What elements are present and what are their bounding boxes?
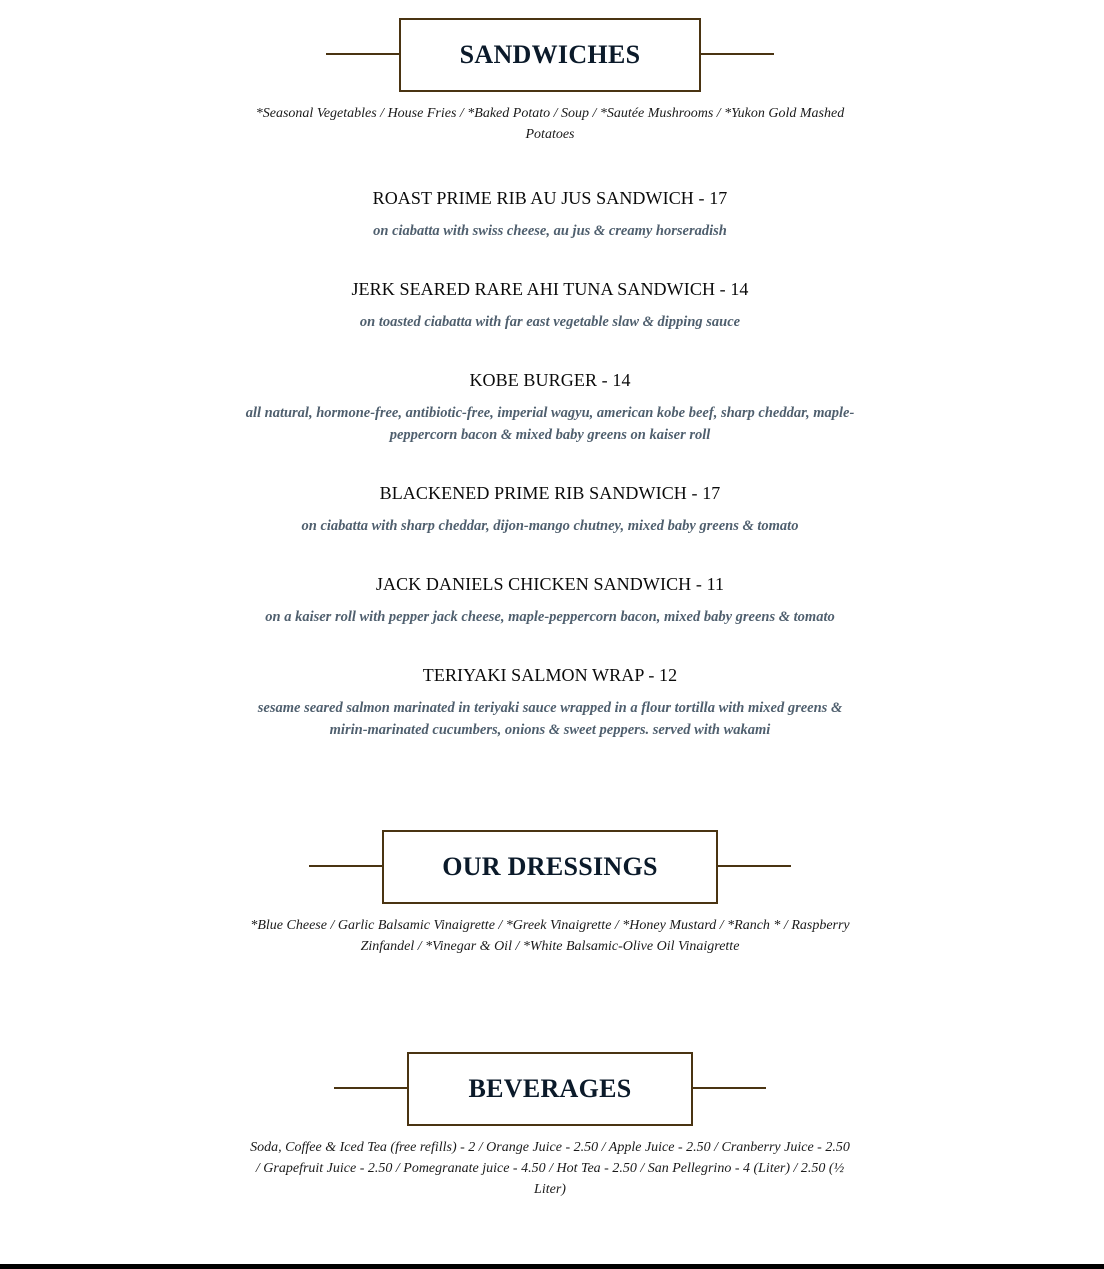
item-description: on ciabatta with sharp cheddar, dijon-mango chutney, mixed baby greens & tomato (301, 518, 799, 534)
section-title: BEVERAGES (407, 1052, 693, 1126)
item-description: on a kaiser roll with pepper jack cheese, maple-peppercorn bacon, mixed baby greens & tomato (265, 609, 835, 625)
menu-item (240, 664, 860, 741)
menu-item (240, 573, 860, 628)
beverages-list: Soda, Coffee & Iced Tea (free refills) - 2 / Orange Juice - 2.50 / Apple Juice - 2.50 / Cranberry Juice - 2.50 / Grapefruit Juice - 2.50 / Pomegranate juice - 4.50 / Hot Tea - 2.50 / San Pellegrino - 4 (Liter) / 2.50 (½ Liter) (250, 1140, 850, 1197)
item-name: BLACKENED PRIME RIB SANDWICH - 17 (379, 483, 721, 503)
bottom-bar (0, 1264, 1104, 1269)
dressings-list: *Blue Cheese / Garlic Balsamic Vinaigrette / *Greek Vinaigrette / *Honey Mustard / *Ranch * / Raspberry Zinfandel / *Vinegar & Oil / *White Balsamic-Olive Oil Vinaigrette (250, 918, 850, 954)
item-description: on toasted ciabatta with far east vegetable slaw & dipping sauce (359, 314, 741, 330)
item-description: on ciabatta with swiss cheese, au jus & creamy horseradish (373, 223, 727, 239)
menu-item (240, 187, 860, 242)
menu-item (240, 278, 860, 333)
header-rule-left (334, 1087, 408, 1089)
sandwich-sides: *Seasonal Vegetables / House Fries / *Baked Potato / Soup / *Sautée Mushrooms / *Yukon Gold Mashed Potatoes (255, 106, 845, 142)
item-description: sesame seared salmon marinated in teriyaki sauce wrapped in a flour tortilla with mixed greens & mirin-marinated cucumbers, onions & sweet peppers. served with wakami (257, 700, 843, 738)
header-rule-left (326, 53, 400, 55)
header-rule-left (309, 865, 383, 867)
menu-item (240, 482, 860, 537)
item-name: TERIYAKI SALMON WRAP - 12 (422, 665, 678, 685)
header-rule-right (692, 1087, 766, 1089)
section-title: OUR DRESSINGS (382, 830, 718, 904)
item-description: all natural, hormone-free, antibiotic-free, imperial wagyu, american kobe beef, sharp cheddar, maple-peppercorn bacon & mixed baby greens on kaiser roll (245, 405, 855, 443)
header-rule-right (717, 865, 791, 867)
item-name: KOBE BURGER - 14 (469, 370, 631, 390)
beverages-header (0, 1052, 1104, 1126)
dressings-header (0, 830, 1104, 904)
header-rule-right (700, 53, 774, 55)
item-name: JERK SEARED RARE AHI TUNA SANDWICH - 14 (351, 279, 749, 299)
sandwiches-header (0, 18, 1104, 92)
item-name: JACK DANIELS CHICKEN SANDWICH - 11 (375, 574, 725, 594)
section-title: SANDWICHES (399, 18, 701, 92)
menu-item (240, 369, 860, 446)
item-name: ROAST PRIME RIB AU JUS SANDWICH - 17 (372, 188, 728, 208)
